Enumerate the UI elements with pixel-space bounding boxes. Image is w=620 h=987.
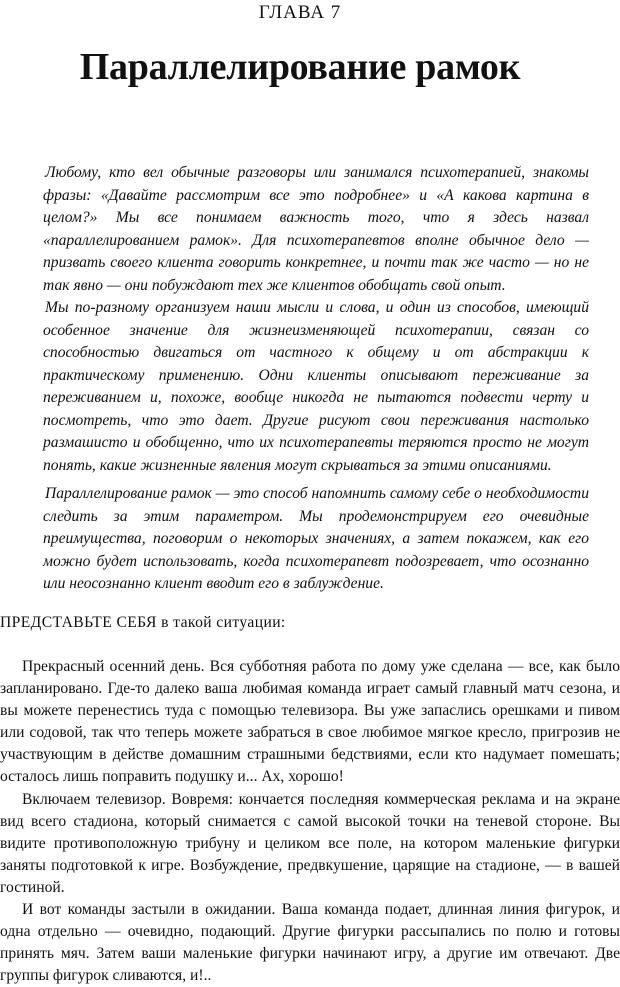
epigraph-paragraph: Параллелирование рамок — это способ напомнить самому себе о необходимости следить за этим параметром. Мы продемонстрируем его очевидные преимущества, поговорим о некоторых значениях, а затем покажем, как его можно будет использовать, когда психотерапевт подозревает, что осознанно или неосознанно клиент вводит его в заблуждение. <box>43 485 589 592</box>
section-heading: ПРЕДСТАВЬТЕ СЕБЯ в такой ситуации: <box>0 614 286 631</box>
body-text <box>0 656 620 987</box>
epigraph-paragraph: Мы по-разному организуем наши мысли и слова, и один из способов, имеющий особенное значение для жизнеизменяющей психотерапии, связан со способностью двигаться от частного к общему и от абстракции к практическому применению. Одни клиенты описывают переживание за переживанием и, похоже, вообще никогда не пытаются подвести черту и посмотреть, что это дает. Другие рисуют свои переживания настолько размашисто и обобщенно, что их психотерапевты теряются просто не могут понять, какие жизненные явления могут скрываться за этими описаниями. <box>43 299 589 474</box>
body-paragraph: Прекрасный осенний день. Вся субботняя работа по дому уже сделана — все, как было запланировано. Где-то далеко ваша любимая команда играет самый главный матч сезона, и вы можете перенестись туда с помощью телевизора. Вы уже запаслись орешками и пивом или содовой, так что теперь можете забраться в свое любимое мягкое кресло, пригрозив не участвующим в действе домашним страшными бедствиями, если кто надумает помешать; осталось лишь поправить подушку и... Ах, хорошо! <box>0 658 620 786</box>
chapter-label: ГЛАВА 7 <box>258 2 342 23</box>
chapter-title: Параллелирование рамок <box>79 46 521 88</box>
epigraph-paragraph: Любому, кто вел обычные разговоры или занимался психотерапией, знакомы фразы: «Давайте рассмотрим все это подробнее» и «А какова картина в целом?» Мы все понимаем важность того, что я здесь назвал «параллелированием рамок». Для психотерапевтов вполне обычное дело — призвать своего клиента говорить конкретнее, и почти так же часто — но не так явно — они побуждают тех же клиентов обобщать свой опыт. <box>43 164 589 294</box>
body-paragraph: И вот команды застыли в ожидании. Ваша команда подает, длинная линия фигурок, и одна отдельно — очевидно, подающий. Другие фигурки рассыпались по полю и готовы принять мяч. Затем ваши маленькие фигурки начинают игру, а другие им отвечают. Две группы фигурок сливаются, и!.. <box>0 901 620 985</box>
body-paragraph: Включаем телевизор. Вовремя: кончается последняя коммерческая реклама и на экране вид всего стадиона, который снимается с самой высокой точки на теневой стороне. Вы видите противоположную трибуну и целиком все поле, на котором маленькие фигурки заняты подготовкой к игре. Возбуждение, предвкушение, царящие на стадионе, — в вашей гостиной. <box>0 790 620 896</box>
chapter-epigraph <box>43 162 589 596</box>
